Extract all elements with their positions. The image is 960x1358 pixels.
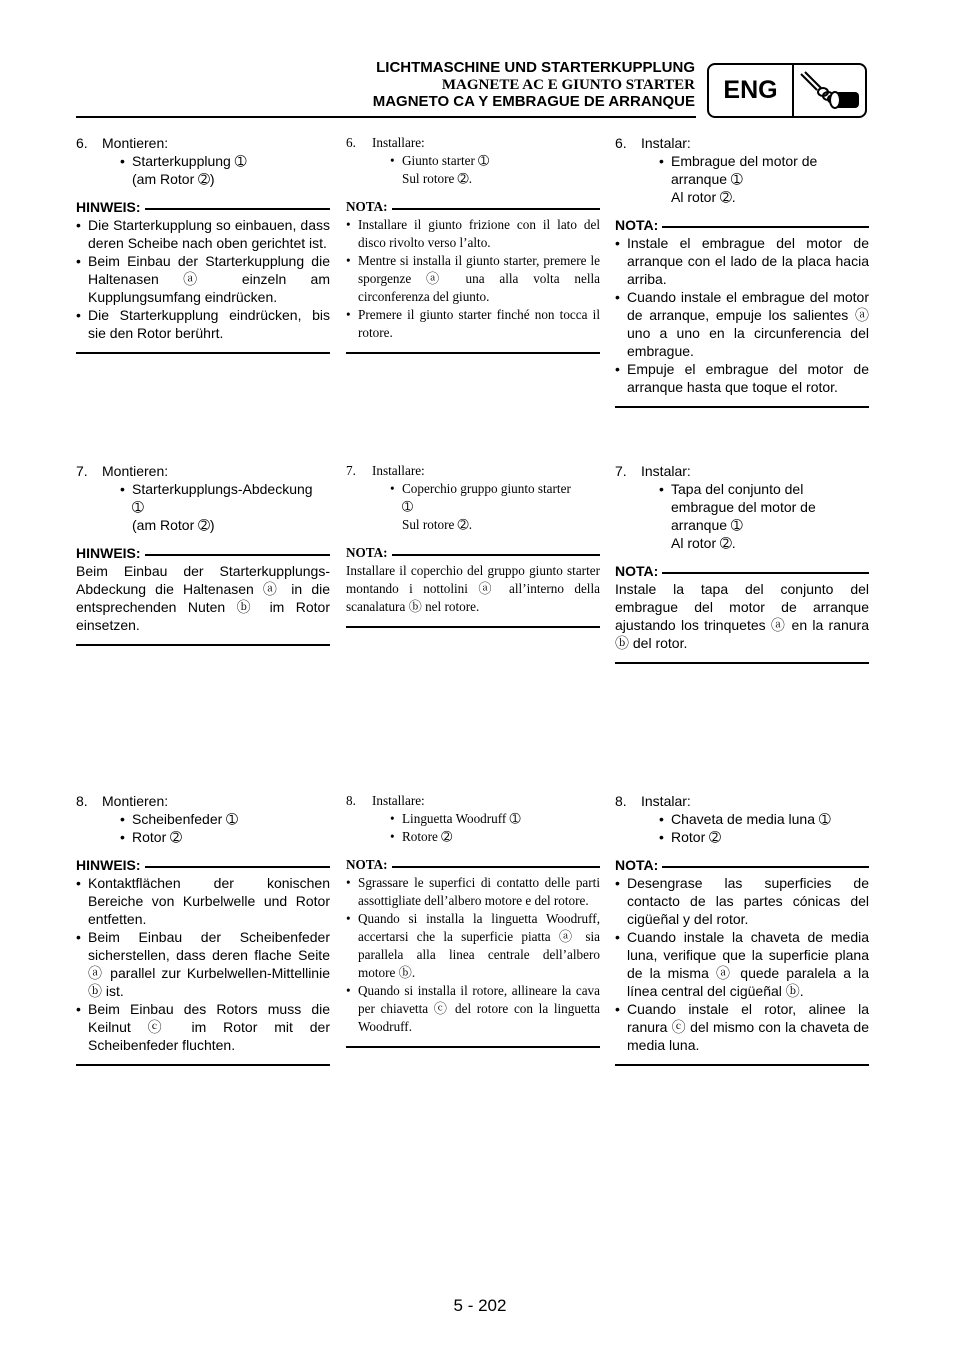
note-end-rule [346, 352, 600, 354]
note-item: Quando si installa la linguetta Woodruff, accertarsi che la superficie piatta ⓐ sia parallela alla linea centrale dell’albero motore ⓑ. [358, 911, 600, 980]
note-label: NOTA: [615, 217, 659, 233]
section-header [373, 60, 695, 110]
note-item: Die Starterkupplung eindrücken, bis sie den Rotor berührt. [88, 307, 330, 341]
step-title: Montieren: [102, 463, 169, 479]
step-item: Rotore ➁ [402, 829, 453, 844]
note-end-rule [346, 626, 600, 628]
step-sub: Al rotor ➁. [671, 535, 736, 551]
header-title-it: MAGNETE AC E GIUNTO STARTER [441, 76, 695, 93]
note-end-rule [76, 352, 330, 354]
step-title: Instalar: [641, 135, 691, 151]
step-sub: Al rotor ➁. [671, 189, 736, 205]
step-number: 8. [615, 793, 627, 809]
step-item: Scheibenfeder ➀ [132, 811, 238, 827]
note-label: NOTA: [346, 545, 388, 560]
note-item: Installare il giunto frizione con il lato del disco rivolto verso l’alto. [358, 217, 600, 250]
step-number: 6. [615, 135, 627, 151]
step-number: 7. [346, 463, 356, 478]
step-item: Embrague del motor de arranque ➀ [671, 153, 818, 187]
step-title: Installare: [372, 793, 425, 808]
note-label: HINWEIS: [76, 857, 141, 873]
step-number: 7. [76, 463, 88, 479]
step-sub: Sul rotore ➁. [402, 517, 473, 532]
note-item: Die Starterkupplung so einbauen, dass deren Scheibe nach oben gerichtet ist. [88, 217, 330, 251]
step-number: 8. [346, 793, 356, 808]
step-sub: (am Rotor ➁) [132, 517, 215, 533]
de-step-6: 6. Montieren: • Starterkupplung ➀ (am Rotor ➁) HINWEIS: • Die Starterkupplung so einbauen, dass deren Scheibe nach oben gerichtet ist. • Beim Einbau der Starterkupplung die Haltenasen ⓐ einzeln am Kupplungsumfang eindrücken. • Die Starterkupplung eindrücken, bis sie den Rotor berührt. [76, 134, 330, 354]
note-item: Beim Einbau des Rotors muss die Keilnut ⓒ im Rotor mit der Scheibenfeder fluchten. [88, 1001, 330, 1053]
note-item: Quando si installa il rotore, allineare la cava per chiavetta ⓒ del rotore con la linguetta Woodruff. [358, 983, 600, 1034]
step-item: Starterkupplung ➀ [132, 153, 247, 169]
note-end-rule [76, 644, 330, 646]
step-item: Tapa del conjunto del embrague del motor de arranque ➀ [671, 481, 816, 533]
note-item: Instale el embrague del motor de arranque con el lado de la placa hacia arriba. [627, 235, 869, 287]
es-step-8: 8. Instalar: • Chaveta de media luna ➀ • Rotor ➁ NOTA: • Desengrase las superficies de contacto de las partes cónicas del cigüeñal y del rotor. • Cuando instale la chaveta de media luna, verifique que la superficie plana de la misma ⓐ quede paralela a la línea central del cigüeñal ⓑ. • Cuando instale el rotor, alinee la ranura ⓒ del mismo con la chaveta de media luna. [615, 792, 869, 1066]
note-end-rule [346, 1046, 600, 1048]
badge-label: ENG [709, 65, 794, 116]
step-title: Montieren: [102, 793, 169, 809]
step-number: 7. [615, 463, 627, 479]
eng-badge [707, 63, 867, 118]
note-item: Beim Einbau der Scheibenfeder sicherstellen, dass deren flache Seite ⓐ parallel zur Kurbelwellen-Mittellinie ⓑ ist. [88, 929, 330, 999]
note-item: Cuando instale el rotor, alinee la ranura ⓒ del mismo con la chaveta de media luna. [627, 1001, 869, 1053]
note-item: Desengrase las superficies de contacto de las partes cónicas del cigüeñal y del rotor. [627, 875, 869, 927]
note-text: Installare il coperchio del gruppo giunto starter montando i nottolini ⓐ all’interno della scanalatura ⓑ nel rotore. [346, 563, 600, 614]
step-number: 8. [76, 793, 88, 809]
note-text: Beim Einbau der Starterkupplungs-Abdeckung die Haltenasen ⓐ in die entsprechenden Nuten ⓑ im Rotor einsetzen. [76, 563, 330, 633]
note-end-rule [615, 662, 869, 664]
note-label: NOTA: [615, 857, 659, 873]
it-step-7: 7. Installare: • Coperchio gruppo giunto starter ➀ Sul rotore ➁. NOTA: Installare il coperchio del gruppo giunto starter montando i nottolini ⓐ all’interno della scanalatura ⓑ nel rotore. [346, 462, 600, 628]
header-title-es: MAGNETO CA Y EMBRAGUE DE ARRANQUE [372, 92, 695, 110]
header-title-de: LICHTMASCHINE UND STARTERKUPPLUNG [376, 59, 695, 76]
note-label: NOTA: [615, 563, 659, 579]
step-number: 6. [346, 135, 356, 150]
es-step-6: 6. Instalar: • Embrague del motor de arranque ➀ Al rotor ➁. NOTA: • Instale el embrague del motor de arranque con el lado de la placa hacia arriba. • Cuando instale el embrague del motor de arranque, empuje los salientes ⓐ uno a uno en la circunferencia del embrague. • Empuje el embrague del motor de arranque hasta que toque el rotor. [615, 134, 869, 408]
de-step-8: 8. Montieren: • Scheibenfeder ➀ • Rotor ➁ HINWEIS: • Kontaktflächen der konischen Bereiche von Kurbelwelle und Rotor entfetten. • Beim Einbau der Scheibenfeder sicherstellen, dass deren flache Seite ⓐ parallel zur Kurbelwellen-Mittellinie ⓑ ist. • Beim Einbau des Rotors muss die Keilnut ⓒ im Rotor mit der Scheibenfeder fluchten. [76, 792, 330, 1066]
step-item: Starterkupplungs-Abdeckung [132, 481, 313, 497]
note-end-rule [615, 1064, 869, 1066]
note-item: Cuando instale el embrague del motor de arranque, empuje los salientes ⓐ uno a uno en la circunferencia del embrague. [627, 289, 869, 359]
step-item: Giunto starter ➀ [402, 153, 490, 168]
step-sub: ➀ [132, 499, 144, 515]
note-text: Instale la tapa del conjunto del embrague del motor de arranque ajustando los trinquetes ⓐ en la ranura ⓑ del rotor. [615, 581, 869, 651]
it-step-8: 8. Installare: • Linguetta Woodruff ➀ • Rotore ➁ NOTA: • Sgrassare le superfici di contatto delle parti assottigliate dell’albero motore e del rotore. • Quando si installa la linguetta Woodruff, accertarsi che la superficie piatta ⓐ sia parallela alla linea centrale dell’albero motore ⓑ. • Quando si installa il rotore, allineare la cava per chiavetta ⓒ del rotore con la linguetta Woodruff. [346, 792, 600, 1048]
step-title: Installare: [372, 463, 425, 478]
step-item: Chaveta de media luna ➀ [671, 811, 831, 827]
step-title: Installare: [372, 135, 425, 150]
note-label: HINWEIS: [76, 199, 141, 215]
note-label: NOTA: [346, 857, 388, 872]
step-title: Instalar: [641, 463, 691, 479]
step-sub: (am Rotor ➁) [132, 171, 215, 187]
note-item: Kontaktflächen der konischen Bereiche von Kurbelwelle und Rotor entfetten. [88, 875, 330, 927]
note-end-rule [615, 406, 869, 408]
step-item: Rotor ➁ [132, 829, 182, 845]
step-title: Instalar: [641, 793, 691, 809]
note-item: Mentre si installa il giunto starter, premere le sporgenze ⓐ una alla volta nella circonferenza del giunto. [358, 253, 600, 304]
engine-icon [794, 65, 865, 116]
note-item: Premere il giunto starter finché non tocca il rotore. [358, 307, 600, 340]
page-number: 5 - 202 [453, 1296, 507, 1315]
note-item: Empuje el embrague del motor de arranque hasta que toque el rotor. [627, 361, 869, 395]
es-step-7: 7. Instalar: • Tapa del conjunto del embrague del motor de arranque ➀ Al rotor ➁. NOTA: Instale la tapa del conjunto del embrague del motor de arranque ajustando los trinquetes ⓐ en la ranura ⓑ del rotor. [615, 462, 869, 664]
de-step-7: 7. Montieren: • Starterkupplungs-Abdeckung ➀ (am Rotor ➁) HINWEIS: Beim Einbau der Starterkupplungs-Abdeckung die Haltenasen ⓐ in die entsprechenden Nuten ⓑ im Rotor einsetzen. [76, 462, 330, 646]
header-rule [76, 116, 696, 118]
note-item: Sgrassare le superfici di contatto delle parti assottigliate dell’albero motore e del rotore. [358, 875, 600, 908]
step-title: Montieren: [102, 135, 169, 151]
step-number: 6. [76, 135, 88, 151]
note-item: Beim Einbau der Starterkupplung die Haltenasen ⓐ einzeln am Kupplungsumfang eindrücken. [88, 253, 330, 305]
step-item: Coperchio gruppo giunto starter [402, 481, 571, 496]
step-sub: ➀ [402, 499, 414, 514]
note-label: HINWEIS: [76, 545, 141, 561]
step-sub: Sul rotore ➁. [402, 171, 473, 186]
step-item: Linguetta Woodruff ➀ [402, 811, 521, 826]
it-step-6: 6. Installare: • Giunto starter ➀ Sul rotore ➁. NOTA: • Installare il giunto frizione con il lato del disco rivolto verso l’alto. • Mentre si installa il giunto starter, premere le sporgenze ⓐ una alla volta nella circonferenza del giunto. • Premere il giunto starter finché non tocca il rotore. [346, 134, 600, 354]
note-item: Cuando instale la chaveta de media luna, verifique que la superficie plana de la misma ⓐ quede paralela a la línea central del cigüeñal ⓑ. [627, 929, 869, 999]
step-item: Rotor ➁ [671, 829, 721, 845]
note-label: NOTA: [346, 199, 388, 214]
note-end-rule [76, 1064, 330, 1066]
